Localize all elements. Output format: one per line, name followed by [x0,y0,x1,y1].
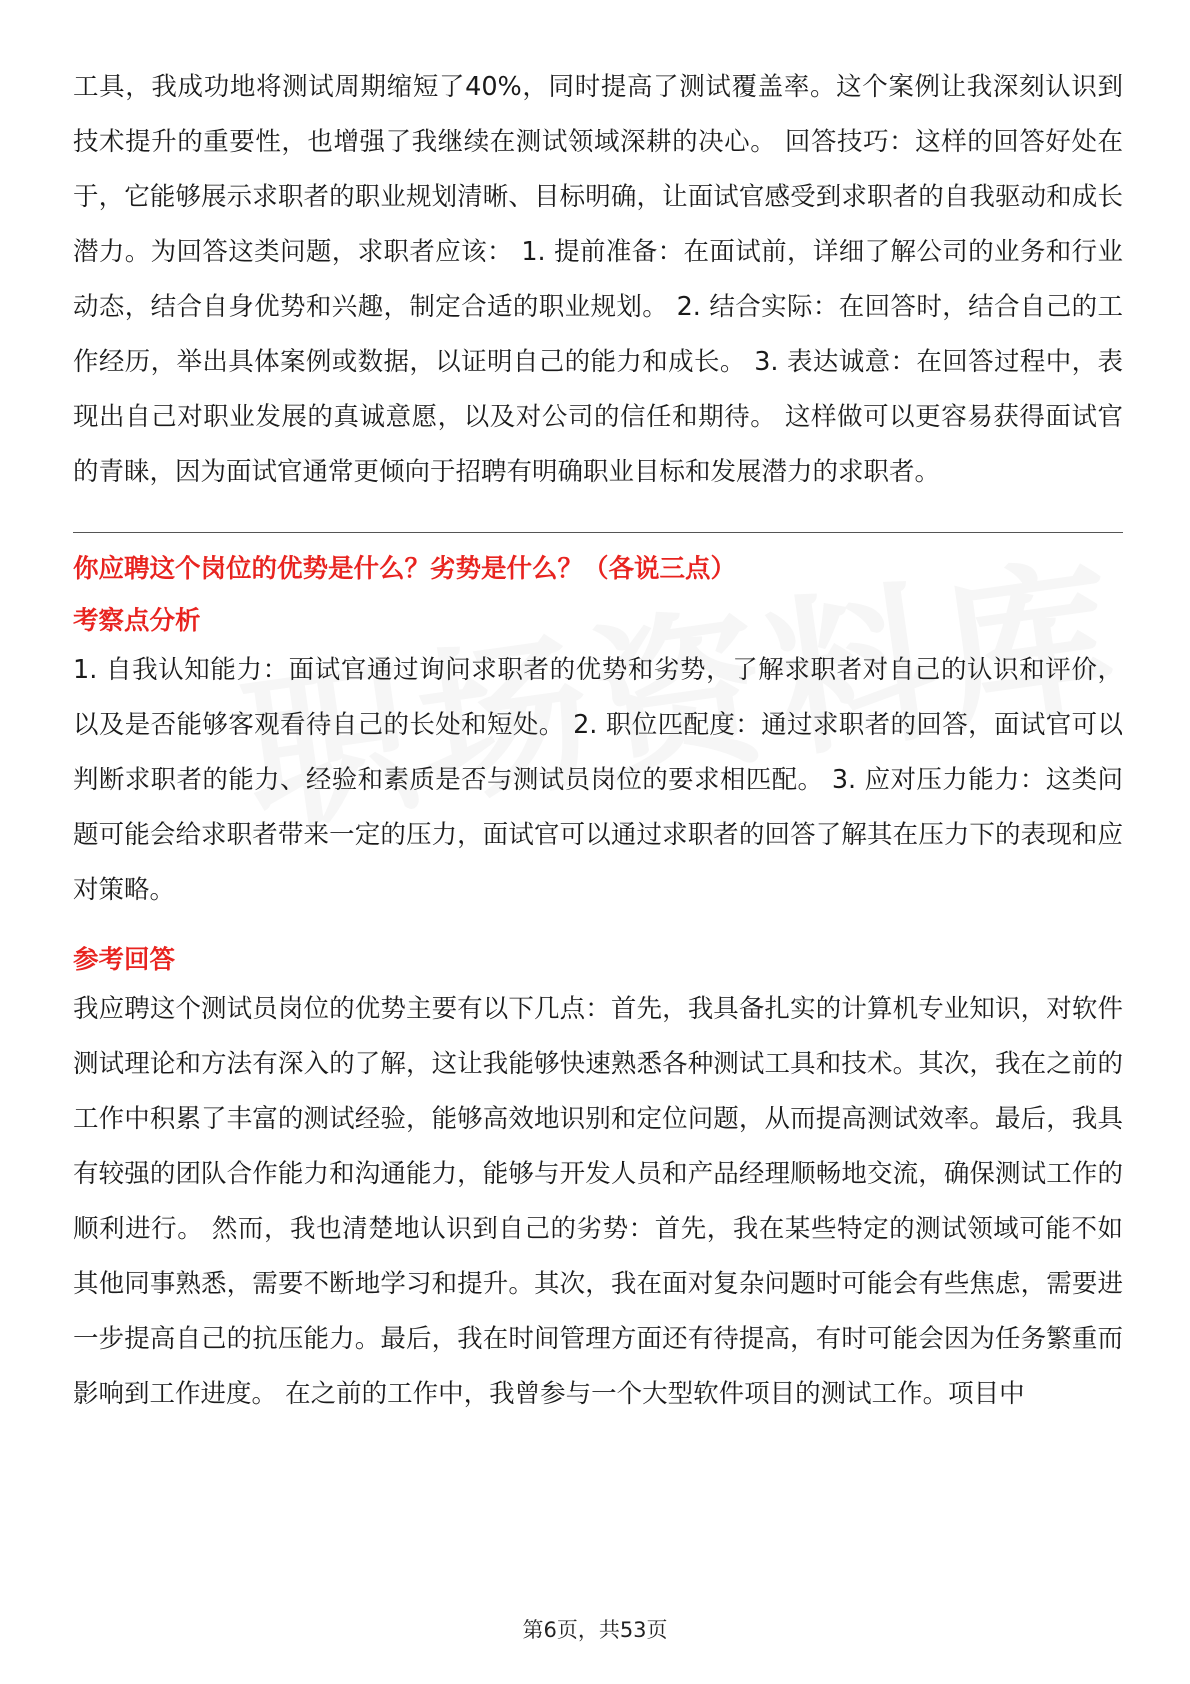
section-divider [73,532,1123,533]
question-title: 你应聘这个岗位的优势是什么？劣势是什么？（各说三点） [73,554,737,584]
page-footer: 第6页，共53页 [522,1618,668,1642]
analysis-heading: 考察点分析 [73,606,201,636]
answer-heading: 参考回答 [73,945,176,975]
intro-paragraph: 工具，我成功地将测试周期缩短了40%，同时提高了测试覆盖率。这个案例让我深刻认识到技术提升的重要性，也增强了我继续在测试领域深耕的决心。 回答技巧：这样的回答好处在于，它能够展示求职者的职业规划清晰、目标明确，让面试官感受到求职者的自我驱动和成长潜力。为回答这类问题，求职者应该： 1. 提前准备：在面试前，详细了解公司的业务和行业动态，结合自身优势和兴趣，制定合适的职业规划。 2. 结合实际：在回答时，结合自己的工作经历，举出具体案例或数据，以证明自己的能力和成长。 3. 表达诚意：在回答过程中，表现出自己对职业发展的真诚意愿，以及对公司的信任和期待。 这样做可以更容易获得面试官的青睐，因为面试官通常更倾向于招聘有明确职业目标和发展潜力的求职者。 [73,72,1123,487]
document-page [73,60,1123,1422]
analysis-paragraph: 1. 自我认知能力：面试官通过询问求职者的优势和劣势，了解求职者对自己的认识和评价，以及是否能够客观看待自己的长处和短处。 2. 职位匹配度：通过求职者的回答，面试官可以判断求职者的能力、经验和素质是否与测试员岗位的要求相匹配。 3. 应对压力能力：这类问题可能会给求职者带来一定的压力，面试官可以通过求职者的回答了解其在压力下的表现和应对策略。 [73,655,1123,905]
answer-paragraph: 我应聘这个测试员岗位的优势主要有以下几点：首先，我具备扎实的计算机专业知识，对软件测试理论和方法有深入的了解，这让我能够快速熟悉各种测试工具和技术。其次，我在之前的工作中积累了丰富的测试经验，能够高效地识别和定位问题，从而提高测试效率。最后，我具有较强的团队合作能力和沟通能力，能够与开发人员和产品经理顺畅地交流，确保测试工作的顺利进行。 然而，我也清楚地认识到自己的劣势：首先，我在某些特定的测试领域可能不如其他同事熟悉，需要不断地学习和提升。其次，我在面对复杂问题时可能会有些焦虑，需要进一步提高自己的抗压能力。最后，我在时间管理方面还有待提高，有时可能会因为任务繁重而影响到工作进度。 在之前的工作中，我曾参与一个大型软件项目的测试工作。项目中 [73,994,1123,1409]
